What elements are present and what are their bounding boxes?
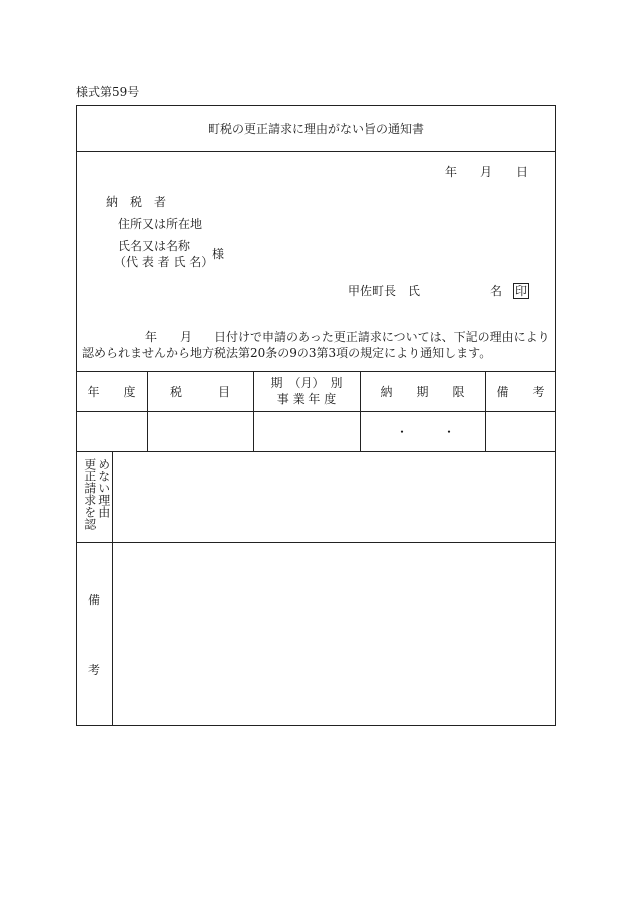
body-text-line1: 日付けで申請のあった更正請求については、下記の理由により [214,330,550,344]
reason-bottom-line [76,542,556,543]
header-remarks: 備 考 [496,385,545,399]
table-bottom-line [76,451,556,452]
table-header-line [76,411,556,412]
header-period: 期 （月） 別 [270,376,343,390]
seal-mark: 印 [514,284,527,298]
taxpayer-heading: 納 税 者 [106,195,167,209]
table-col-divider [360,371,361,451]
date-day: 日 [516,165,529,179]
form-title: 町税の更正請求に理由がない旨の通知書 [207,122,424,136]
deadline-separator: ・ [396,425,409,439]
title-divider [76,151,556,152]
table-col-divider [485,371,486,451]
date-year: 年 [445,165,458,179]
remarks-label-bottom: 考 [88,663,101,677]
body-text-line2: 認められませんから地方税法第20条の9の3第3項の規定により通知します。 [82,346,492,360]
header-tax-item: 税 目 [169,385,230,399]
date-month: 月 [480,165,493,179]
body-month: 月 [180,330,193,344]
honorific-sama: 様 [212,247,225,261]
label-column-divider [112,451,113,726]
remarks-label-top: 備 [88,593,101,607]
header-business-year: 事 業 年 度 [276,392,337,406]
header-fiscal-year: 年 度 [87,385,136,399]
form-number: 様式第59号 [76,85,140,99]
table-col-divider [147,371,148,451]
sender-name-label: 名 [490,284,503,298]
deadline-separator: ・ [443,425,456,439]
table-top-line [76,371,556,372]
sender-title: 甲佐町長 氏 [348,284,421,298]
representative-label: （代 表 者 氏 名） [114,255,214,269]
reason-label-col1: 更正請求を認 [82,458,97,530]
header-payment-deadline: 納 期 限 [380,385,465,399]
reason-label-col2: めない理由 [96,458,111,518]
address-label: 住所又は所在地 [118,217,203,231]
body-year: 年 [145,330,158,344]
name-label: 氏名又は名称 [118,239,191,253]
